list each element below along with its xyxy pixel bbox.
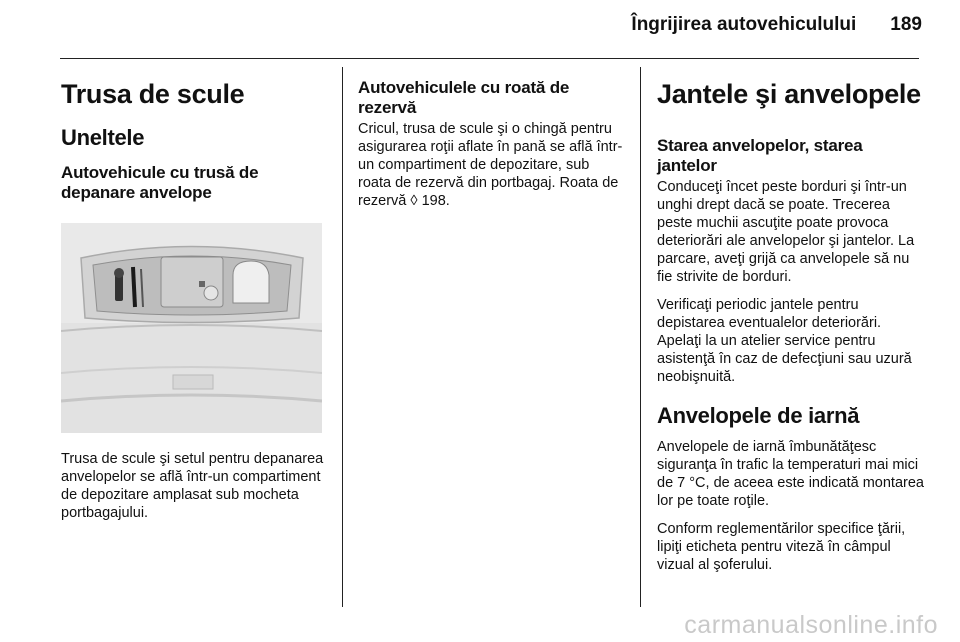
chapter-title: Îngrijirea autovehiculului xyxy=(631,14,857,35)
heading-anvelope-iarna: Anvelopele de iarnă xyxy=(657,403,860,428)
paragraph-roata-rezerva: Cricul, trusa de scule şi o chingă pentru asigurarea roţii aflate în pană se află într-un compartiment de depozitare, sub roata de rezervă din portbagaj. Roata de rezervă ◊ 198. xyxy=(358,121,623,209)
trunk-photo xyxy=(61,223,331,433)
column-3 xyxy=(657,68,925,574)
header-divider xyxy=(60,58,919,59)
photo-caption: Trusa de scule şi setul pentru depanarea anvelopelor se află într-un compartiment de depozitare amplasat sub mocheta portbagajului. xyxy=(61,451,324,521)
section-title-trusa: Trusa de scule xyxy=(61,79,245,109)
paragraph-starea-2: Verificaţi periodic jantele pentru depistarea eventualelor deteriorări. Apelaţi la un atelier service pentru asistenţă în caz de defecţiuni sau uzură neobişnuită. xyxy=(657,297,912,385)
column-1 xyxy=(61,68,331,522)
paragraph-starea-1: Conduceţi încet peste borduri şi într-un unghi drept dacă se poate. Trecerea peste muchii ascuţite poate provoca deteriorări ale anvelopelor şi jantelor. La parcare, aveţi grijă ca anvelopele să nu fie strivite de borduri. xyxy=(657,179,915,285)
page-header xyxy=(60,14,922,50)
paragraph-iarna-2: Conform reglementărilor specifice ţării, lipiţi eticheta pentru viteză în câmpul vizual al şoferului. xyxy=(657,521,906,573)
page-number: 189 xyxy=(890,14,922,35)
column-divider-1 xyxy=(342,67,343,607)
column-2 xyxy=(358,68,626,210)
subsection-uneltele: Uneltele xyxy=(61,125,145,150)
trunk-compartment-image xyxy=(61,223,322,433)
heading-roata-rezerva: Autovehiculele cu roată de rezervă xyxy=(358,78,570,117)
heading-starea-anvelopelor: Starea anvelopelor, starea jantelor xyxy=(657,136,863,175)
watermark-url: carmanualsonline.info xyxy=(684,611,938,639)
heading-trusa-depanare: Autovehicule cu trusă de depanare anvelope xyxy=(61,163,259,202)
column-divider-2 xyxy=(640,67,641,607)
paragraph-iarna-1: Anvelopele de iarnă îmbunătăţesc siguranţa în trafic la temperaturi mai mici de 7 °C, de aceea este indicată montarea lor pe toate roţile. xyxy=(657,439,924,509)
section-title-jantele: Jantele şi anvelopele xyxy=(657,79,921,109)
